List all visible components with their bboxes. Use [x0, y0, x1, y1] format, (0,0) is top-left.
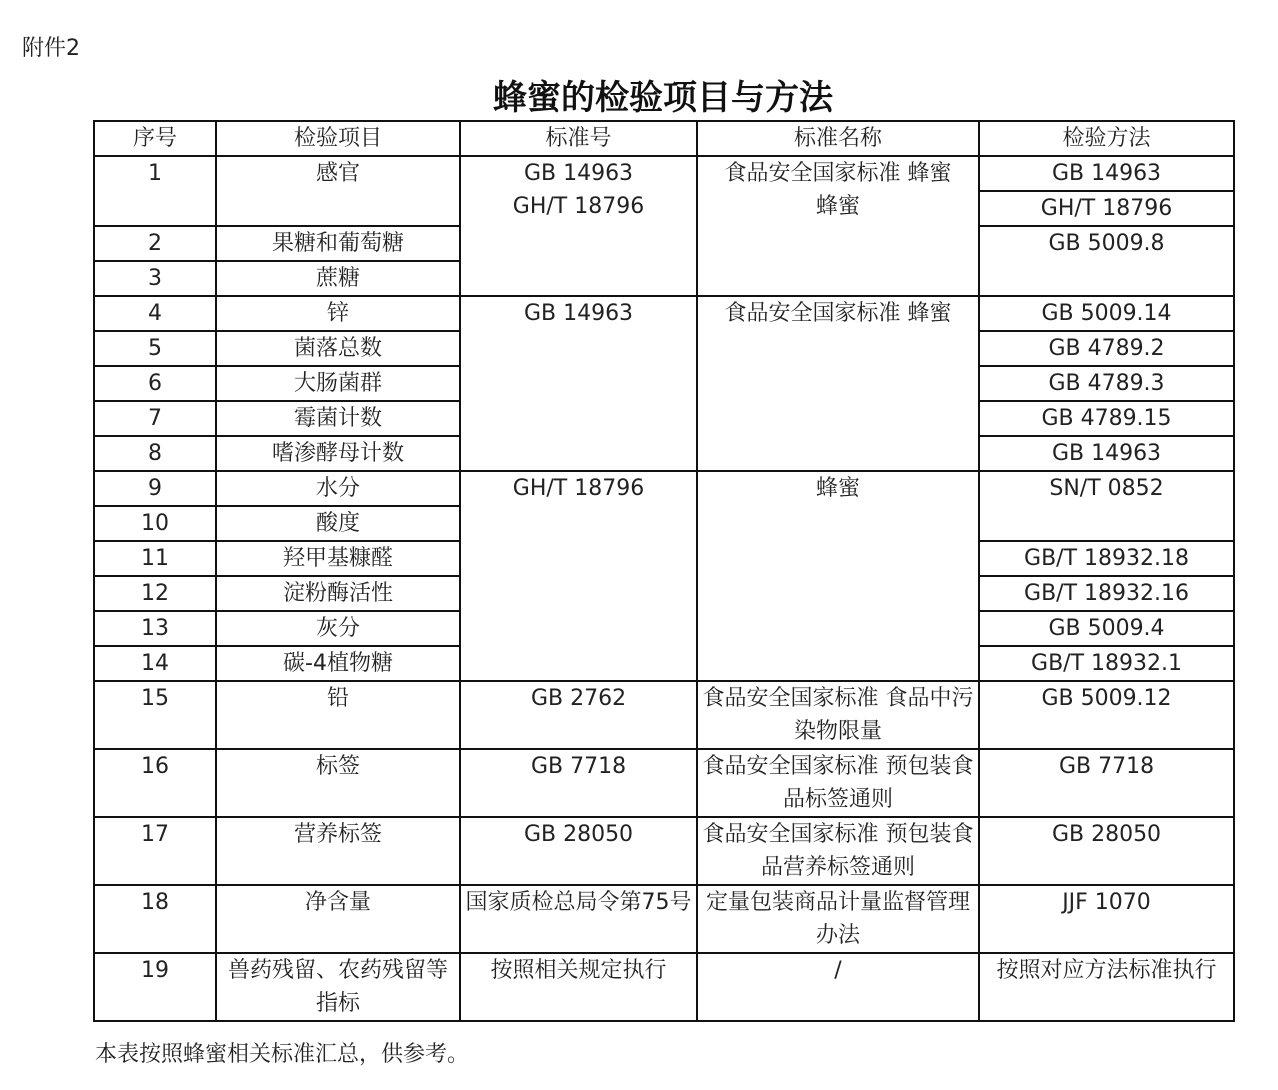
row-item: 水分: [216, 471, 460, 506]
table-row: [94, 471, 1234, 506]
row-item: 灰分: [216, 611, 460, 646]
row-method: GB/T 18932.1: [979, 646, 1234, 681]
row-seq: 4: [94, 296, 216, 331]
row-item: 净含量: [216, 885, 460, 953]
header-method: 检验方法: [979, 121, 1234, 156]
row-seq: 2: [94, 226, 216, 261]
header-standard-name: 标准名称: [697, 121, 979, 156]
row-method: GB 4789.2: [979, 331, 1234, 366]
row-seq: 11: [94, 541, 216, 576]
row-method: 按照对应方法标准执行: [979, 953, 1234, 1021]
row-method: GB 5009.12: [979, 681, 1234, 749]
row-item: 果糖和葡萄糖: [216, 226, 460, 261]
row-item: 霉菌计数: [216, 401, 460, 436]
row-item: 营养标签: [216, 817, 460, 885]
row-item: 锌: [216, 296, 460, 331]
table-row: [94, 681, 1234, 749]
row-method: GB 4789.15: [979, 401, 1234, 436]
table-row: [94, 296, 1234, 331]
group-standard-number: GB 14963: [460, 296, 697, 471]
row-method: GB 14963: [979, 436, 1234, 471]
row-seq: 8: [94, 436, 216, 471]
row-method: GB/T 18932.18: [979, 541, 1234, 576]
row-method: GB 5009.14: [979, 296, 1234, 331]
row-item: 兽药残留、农药残留等指标: [216, 953, 460, 1021]
row-method: GB 4789.3: [979, 366, 1234, 401]
inspection-table: [93, 120, 1235, 1022]
row-seq: 15: [94, 681, 216, 749]
row-item: 感官: [216, 156, 460, 226]
row-seq: 18: [94, 885, 216, 953]
table-row: [94, 953, 1234, 1021]
row-seq: 7: [94, 401, 216, 436]
row-seq: 3: [94, 261, 216, 296]
group-standard-name: 蜂蜜: [697, 471, 979, 681]
group-standard-number: GH/T 18796: [460, 471, 697, 681]
row-standard-name: 定量包装商品计量监督管理办法: [697, 885, 979, 953]
row-standard-name: 食品安全国家标准 食品中污染物限量: [697, 681, 979, 749]
document-title: 蜂蜜的检验项目与方法: [493, 78, 833, 118]
row-method: GB/T 18932.16: [979, 576, 1234, 611]
row-seq: 14: [94, 646, 216, 681]
row-method: GB 14963: [979, 156, 1234, 191]
table-header-row: [94, 121, 1234, 156]
row-method: GB 5009.4: [979, 611, 1234, 646]
header-seq: 序号: [94, 121, 216, 156]
row-item: 标签: [216, 749, 460, 817]
row-seq: 16: [94, 749, 216, 817]
row-item: 碳-4植物糖: [216, 646, 460, 681]
row-standard-number: GB 7718: [460, 749, 697, 817]
row-method: GB 7718: [979, 749, 1234, 817]
row-method: SN/T 0852: [979, 471, 1234, 541]
row-item: 蔗糖: [216, 261, 460, 296]
row-seq: 9: [94, 471, 216, 506]
row-method: GB 5009.8: [979, 226, 1234, 296]
group-standard-number: GB 14963 GH/T 18796: [460, 156, 697, 296]
table-row: [94, 156, 1234, 191]
row-seq: 19: [94, 953, 216, 1021]
footnote: 本表按照蜂蜜相关标准汇总，供参考。: [95, 1042, 470, 1067]
header-item: 检验项目: [216, 121, 460, 156]
row-standard-name: 食品安全国家标准 预包装食品标签通则: [697, 749, 979, 817]
row-seq: 5: [94, 331, 216, 366]
table-row: [94, 749, 1234, 817]
row-standard-number: 按照相关规定执行: [460, 953, 697, 1021]
row-item: 淀粉酶活性: [216, 576, 460, 611]
group-standard-name: 食品安全国家标准 蜂蜜 蜂蜜: [697, 156, 979, 296]
row-item: 羟甲基糠醛: [216, 541, 460, 576]
row-seq: 12: [94, 576, 216, 611]
header-standard-number: 标准号: [460, 121, 697, 156]
row-item: 铅: [216, 681, 460, 749]
row-seq: 6: [94, 366, 216, 401]
row-method: GH/T 18796: [979, 191, 1234, 226]
table-row: [94, 817, 1234, 885]
row-seq: 13: [94, 611, 216, 646]
table-row: [94, 885, 1234, 953]
row-standard-number: GB 2762: [460, 681, 697, 749]
row-item: 菌落总数: [216, 331, 460, 366]
row-item: 嗜渗酵母计数: [216, 436, 460, 471]
row-method: JJF 1070: [979, 885, 1234, 953]
row-item: 酸度: [216, 506, 460, 541]
row-standard-name: /: [697, 953, 979, 1021]
group-standard-name: 食品安全国家标准 蜂蜜: [697, 296, 979, 471]
row-standard-name: 食品安全国家标准 预包装食品营养标签通则: [697, 817, 979, 885]
row-seq: 1: [94, 156, 216, 226]
row-seq: 17: [94, 817, 216, 885]
row-item: 大肠菌群: [216, 366, 460, 401]
row-standard-number: 国家质检总局令第75号: [460, 885, 697, 953]
row-standard-number: GB 28050: [460, 817, 697, 885]
attachment-label: 附件2: [22, 36, 80, 61]
row-method: GB 28050: [979, 817, 1234, 885]
row-seq: 10: [94, 506, 216, 541]
